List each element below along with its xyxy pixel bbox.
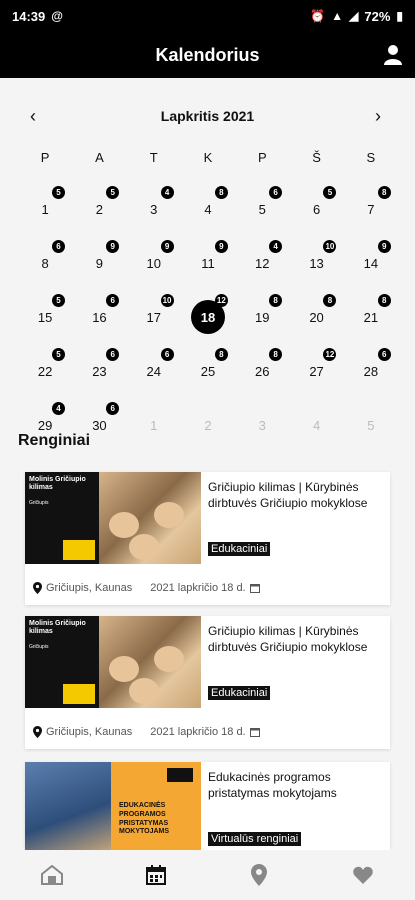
battery-icon: ▮ [396,9,403,23]
battery-level: 72% [364,8,391,24]
event-count-badge: 8 [378,186,391,199]
event-location: Gričiupis, Kaunas [46,726,133,738]
weekday-label: S [366,150,376,165]
day-number: 22 [37,363,53,379]
workshop-photo [99,472,201,564]
day-number: 12 [255,255,270,271]
event-count-badge: 10 [323,240,336,253]
poster-text: EDUKACINĖS PROGRAMOS PRISTATYMAS MOKYTOJAMS [119,802,170,836]
calendar-day[interactable] [72,290,126,344]
day-number: 25 [200,363,216,379]
notification-icon: @ [51,9,63,23]
day-number: 30 [92,417,107,433]
weekday-label: K [203,150,213,165]
event-count-badge: 5 [52,294,65,307]
weekday-label: Š [312,150,321,165]
calendar-day[interactable] [127,398,181,452]
event-count-badge: 9 [378,240,391,253]
event-card[interactable] [25,762,390,850]
event-count-badge: 6 [106,294,119,307]
day-number: 7 [367,201,375,217]
event-count-badge: 8 [215,186,228,199]
calendar-grid [18,182,398,452]
calendar-day[interactable] [235,236,289,290]
event-count-badge: 8 [378,294,391,307]
weekday-label: P [40,150,50,165]
calendar-day[interactable] [289,344,343,398]
calendar-day[interactable] [344,290,398,344]
signal-icon: ◢ [349,9,359,23]
poster-logo [63,684,95,704]
event-count-badge: 5 [323,186,336,199]
event-image [25,616,201,708]
poster-panel [25,616,99,708]
alarm-icon: ⏰ [310,9,326,23]
event-title: Edukacinės programos pristatymas mokytojams [208,770,337,800]
event-card[interactable] [25,616,390,749]
day-number: 17 [146,309,161,325]
poster-logo [63,540,95,560]
event-title: Gričiupio kilimas | Kūrybinės dirbtuvės Gričiupio mokyklose [208,624,368,654]
day-number: 9 [95,255,104,271]
calendar-day[interactable] [18,344,72,398]
heart-icon[interactable] [351,863,375,887]
day-number: 10 [146,255,161,271]
event-count-badge: 6 [106,348,119,361]
day-number: 27 [309,363,324,379]
calendar-day[interactable] [72,236,126,290]
event-date: 2021 lapkričio 18 d. [150,582,246,594]
calendar-day[interactable] [235,290,289,344]
calendar-day[interactable] [181,236,235,290]
calendar-day[interactable] [289,182,343,236]
calendar-small-icon [250,727,260,737]
calendar-day[interactable] [289,398,343,452]
event-count-badge: 8 [269,348,282,361]
user-icon[interactable] [383,44,403,66]
month-label: Lapkritis 2021 [160,108,255,124]
calendar-small-icon [250,583,260,593]
day-number: 1 [41,201,49,217]
day-number: 29 [37,417,53,433]
calendar-day[interactable] [18,290,72,344]
calendar-day[interactable] [72,182,126,236]
event-image [25,472,201,564]
event-count-badge: 4 [161,186,174,199]
calendar-day[interactable] [127,344,181,398]
calendar-day[interactable] [18,236,72,290]
day-number: 6 [312,201,321,217]
app-bar [0,32,415,78]
day-number: 4 [312,417,321,433]
event-count-badge: 12 [323,348,336,361]
day-number: 5 [258,201,266,217]
poster-title: Molinis Gričiupio kilimas [29,476,86,491]
calendar-day[interactable] [289,236,343,290]
day-number: 14 [363,255,379,271]
day-number: 28 [363,363,379,379]
event-count-badge: 6 [161,348,174,361]
location-pin-icon [33,726,42,738]
event-count-badge: 4 [269,240,282,253]
event-meta [33,726,260,738]
event-meta [33,582,260,594]
event-category-tag: Edukaciniai [208,542,270,556]
home-icon[interactable] [40,863,64,887]
calendar-day[interactable] [235,344,289,398]
poster-subtitle: Gričiupis [29,644,49,651]
day-number: 20 [309,309,324,325]
poster-title: Molinis Gričiupio kilimas [29,620,86,635]
calendar-day[interactable] [127,182,181,236]
event-count-badge: 5 [52,348,65,361]
status-time: 14:39 [12,8,46,24]
weekday-label: A [95,150,104,165]
event-location: Gričiupis, Kaunas [46,582,133,594]
day-number: 15 [37,309,53,325]
event-count-badge: 8 [269,294,282,307]
poster-logo [167,768,193,782]
presentation-photo [25,762,111,850]
event-count-badge: 6 [378,348,391,361]
event-count-badge: 10 [161,294,174,307]
event-title: Gričiupio kilimas | Kūrybinės dirbtuvės Gričiupio mokyklose [208,480,368,510]
calendar-day[interactable] [235,182,289,236]
day-number: 11 [201,255,215,271]
day-number: 26 [255,363,270,379]
weekday-label: T [149,150,158,165]
event-count-badge: 5 [106,186,119,199]
day-number: 13 [309,255,324,271]
day-number: 2 [204,417,212,433]
calendar-icon[interactable] [144,863,168,887]
calendar-day[interactable] [72,344,126,398]
event-count-badge: 9 [215,240,228,253]
calendar-day[interactable] [344,344,398,398]
page-title: Kalendorius [155,44,260,65]
event-count-badge: 4 [52,402,65,415]
calendar-day[interactable] [344,182,398,236]
day-number: 21 [363,309,379,325]
calendar-day[interactable] [344,236,398,290]
event-category-tag: Virtualūs renginiai [208,832,301,846]
status-icons [310,9,403,24]
calendar-day[interactable] [127,236,181,290]
event-count-badge: 9 [161,240,174,253]
event-count-badge: 12 [215,294,228,307]
chevron-right-icon[interactable]: › [375,105,381,126]
calendar-day[interactable] [289,290,343,344]
status-bar [0,0,415,32]
event-count-badge: 5 [52,186,65,199]
event-count-badge: 6 [52,240,65,253]
event-category-tag: Edukaciniai [208,686,270,700]
calendar-day[interactable] [127,290,181,344]
location-pin-icon [33,582,42,594]
events-section-title: Renginiai [18,432,91,449]
chevron-left-icon[interactable]: ‹ [30,105,36,126]
calendar-day[interactable] [181,344,235,398]
weekday-header [18,150,398,165]
event-card[interactable] [25,472,390,605]
calendar-day[interactable] [344,398,398,452]
calendar-day[interactable] [18,182,72,236]
event-count-badge: 9 [106,240,119,253]
day-number: 2 [95,201,104,217]
day-number: 18 [191,300,225,334]
calendar-day-today[interactable] [181,290,235,344]
map-pin-icon[interactable] [247,863,271,887]
day-number: 23 [92,363,107,379]
day-number: 3 [150,201,158,217]
workshop-photo [99,616,201,708]
event-date: 2021 lapkričio 18 d. [150,726,246,738]
day-number: 4 [204,201,212,217]
calendar-day[interactable] [181,182,235,236]
poster-panel [25,472,99,564]
event-image [25,762,201,850]
calendar-day[interactable] [235,398,289,452]
day-number: 1 [150,417,158,433]
month-navigation [0,104,415,128]
event-count-badge: 8 [323,294,336,307]
poster-subtitle: Gričiupis [29,500,49,507]
weekday-label: P [257,150,267,165]
day-number: 5 [367,417,375,433]
wifi-icon: ▲ [331,9,344,23]
day-number: 19 [255,309,270,325]
day-number: 8 [41,255,49,271]
calendar-day[interactable] [181,398,235,452]
event-count-badge: 6 [269,186,282,199]
day-number: 3 [258,417,266,433]
day-number: 24 [146,363,161,379]
day-number: 16 [92,309,107,325]
event-count-badge: 8 [215,348,228,361]
event-count-badge: 6 [106,402,119,415]
bottom-navigation [0,850,415,900]
